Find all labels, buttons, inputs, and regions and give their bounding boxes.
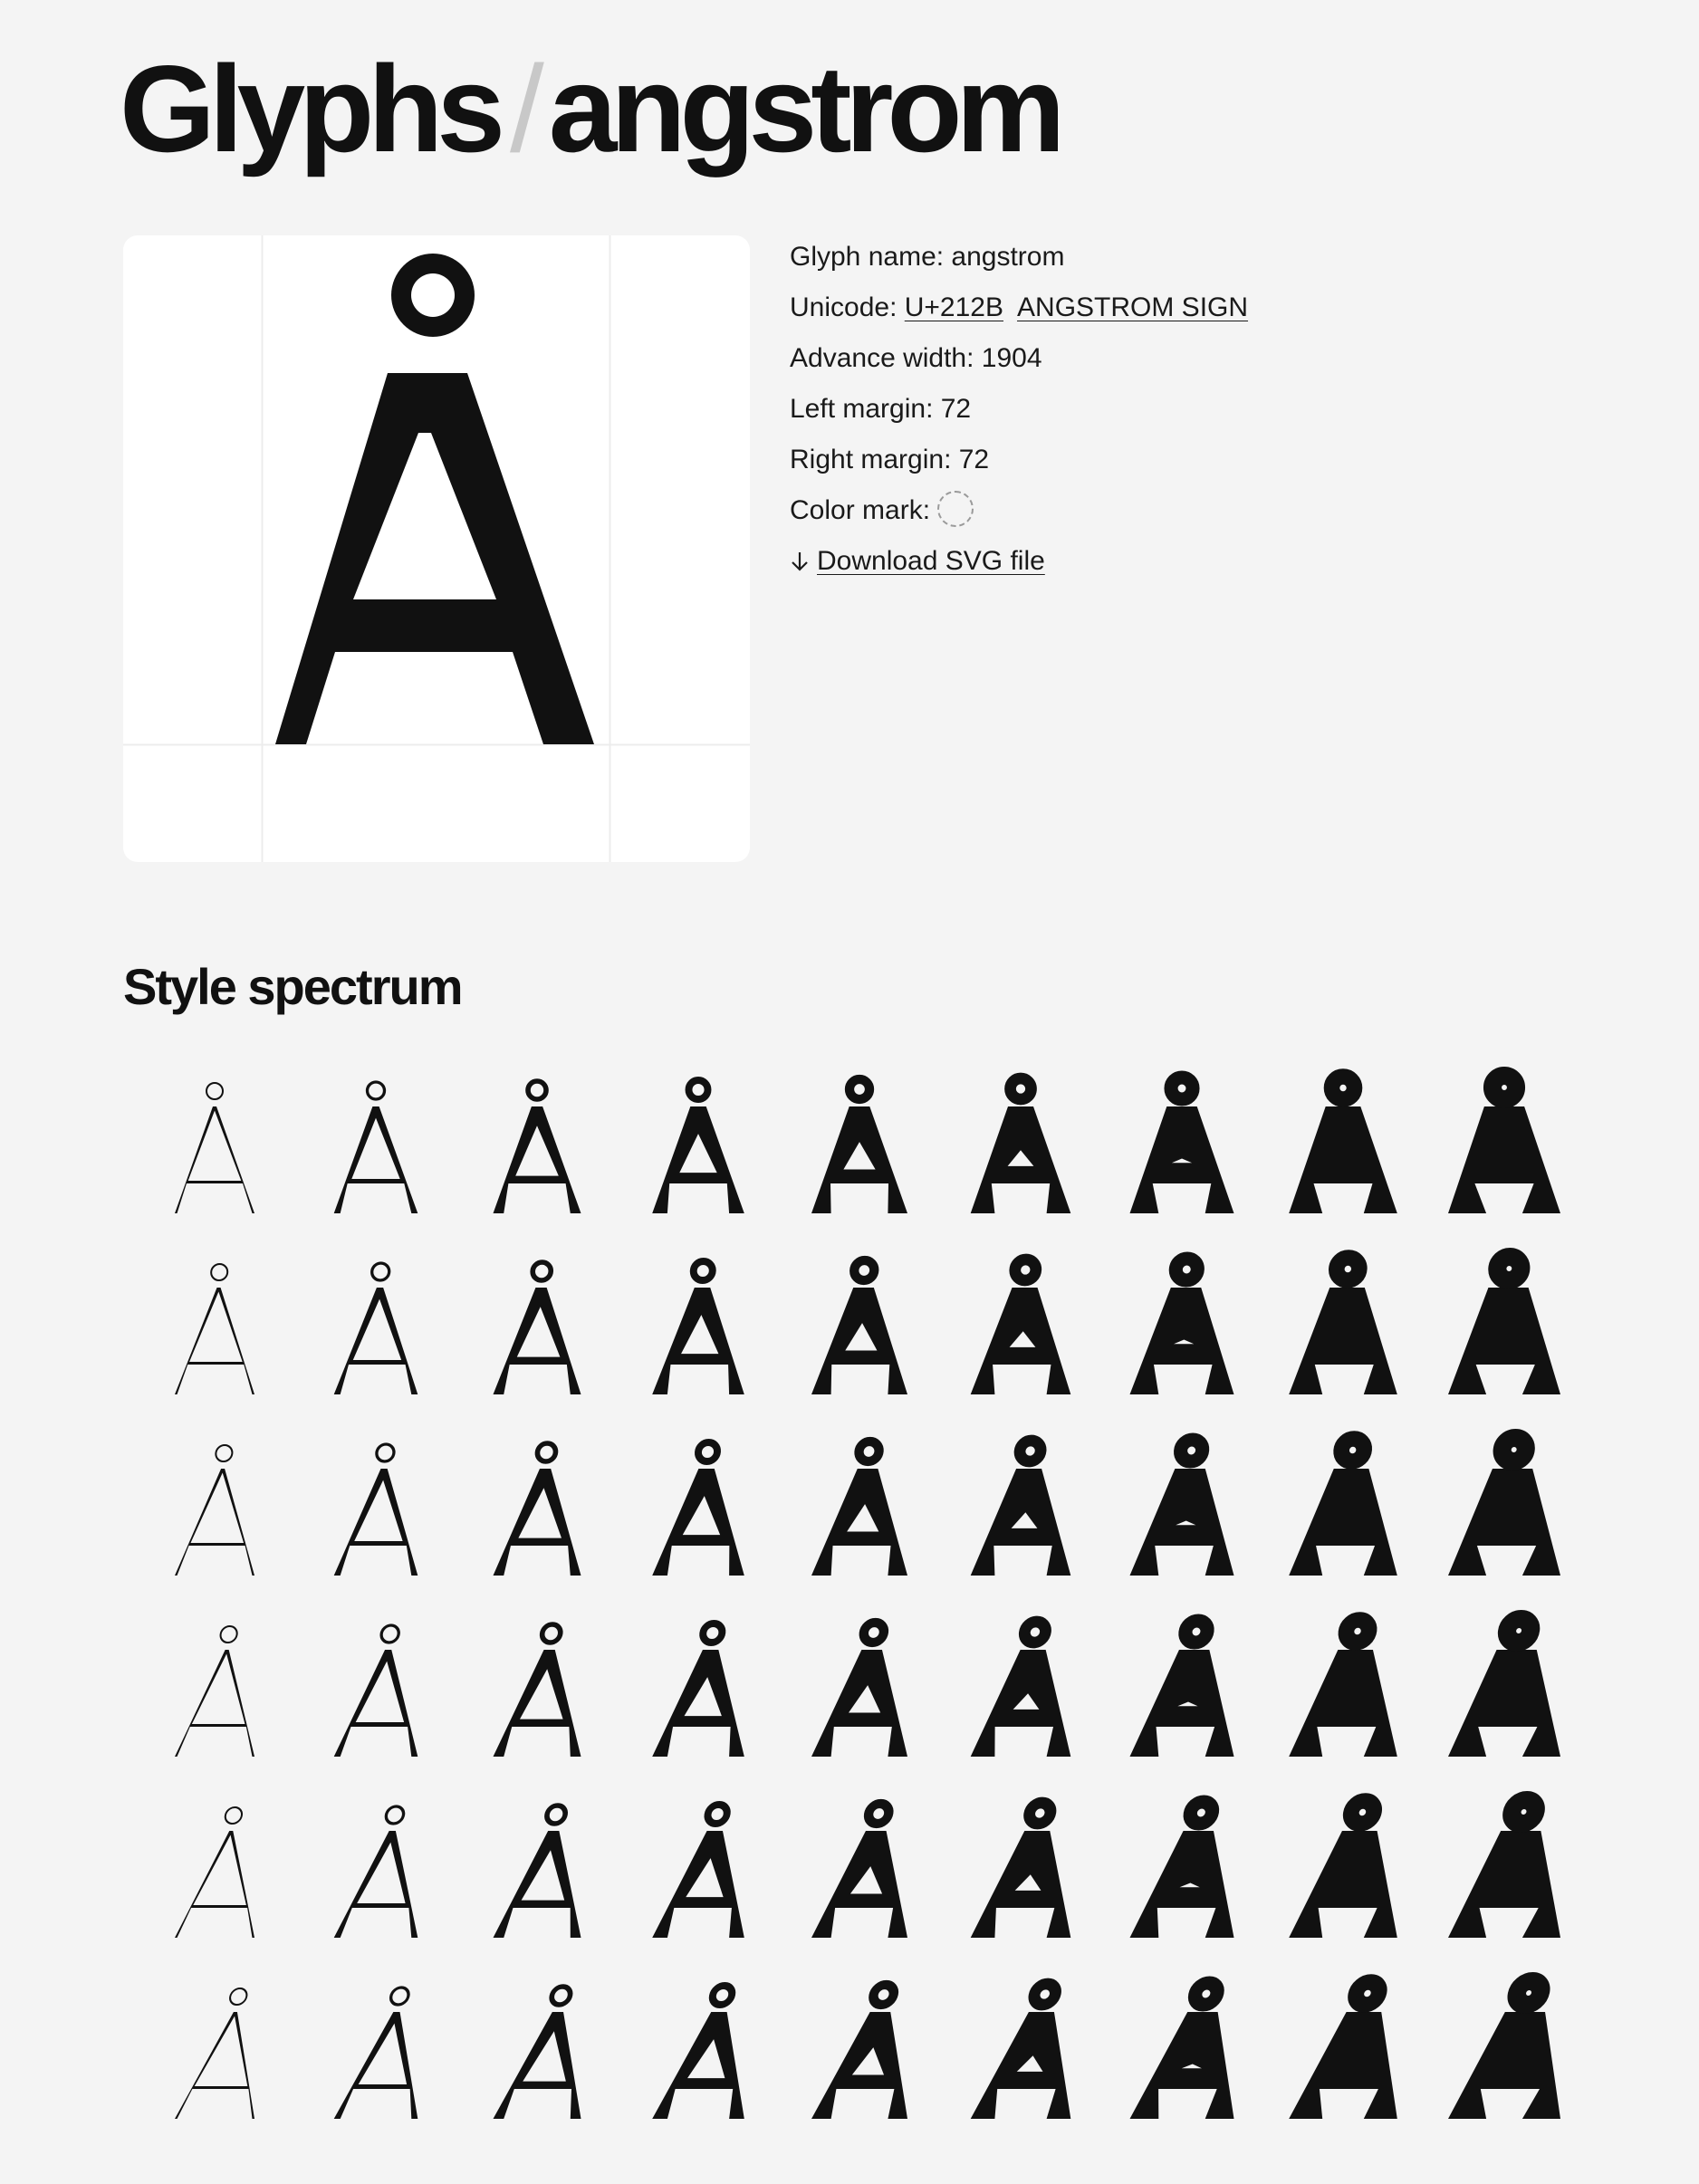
spectrum-glyph xyxy=(134,1782,295,1963)
glyph-a-ring-icon xyxy=(295,1239,456,1420)
spectrum-glyph xyxy=(779,1601,940,1782)
glyph-ring xyxy=(1502,1438,1527,1461)
glyph-ring xyxy=(1506,1619,1532,1643)
glyph-a-ring-icon xyxy=(779,1782,940,1963)
glyph-a-ring-icon xyxy=(295,1963,456,2144)
glyph-a-body xyxy=(1448,1288,1565,1394)
glyph-a-body xyxy=(971,1831,1088,1938)
glyph-ring xyxy=(1185,1621,1209,1643)
spectrum-glyph xyxy=(940,1239,1101,1420)
advance-width-label: Advance width: xyxy=(790,343,982,373)
glyph-a-ring-icon xyxy=(940,1420,1101,1601)
glyph-a-body xyxy=(1130,2012,1255,2119)
spectrum-glyph xyxy=(1424,1420,1585,1601)
glyph-a-body xyxy=(494,2012,602,2119)
glyph-a-ring-icon xyxy=(456,1420,618,1601)
glyph-ring xyxy=(376,1444,394,1461)
glyph-a-ring-icon xyxy=(940,1058,1101,1239)
glyph-a-ring-icon xyxy=(1262,1058,1424,1239)
glyph-preview-card xyxy=(123,235,750,862)
glyph-ring xyxy=(389,1988,410,2005)
spectrum-glyph xyxy=(618,1239,779,1420)
right-margin-row xyxy=(790,435,1248,485)
glyph-a-body xyxy=(494,1831,598,1938)
arrow-down-icon xyxy=(790,551,810,572)
spectrum-glyph xyxy=(1262,1782,1424,1963)
spectrum-glyph xyxy=(940,1963,1101,2144)
glyph-a-ring-icon xyxy=(134,1239,295,1420)
spectrum-glyph xyxy=(1262,1601,1424,1782)
glyph-ring xyxy=(863,1623,886,1643)
breadcrumb-separator: / xyxy=(510,40,538,177)
spectrum-glyph xyxy=(779,1420,940,1601)
glyph-a-body xyxy=(494,1106,581,1213)
glyph-a-body xyxy=(811,2012,928,2119)
glyph-ring xyxy=(711,1986,734,2005)
glyph-a-ring-icon xyxy=(779,1058,940,1239)
glyph-a-body xyxy=(1130,1288,1239,1394)
spectrum-glyph xyxy=(456,1420,618,1601)
spectrum-glyph xyxy=(940,1601,1101,1782)
spectrum-glyph xyxy=(1424,1963,1585,2144)
spectrum-glyph xyxy=(1101,1420,1262,1601)
glyph-a-body xyxy=(1289,1831,1414,1938)
glyph-a-body xyxy=(1130,1831,1251,1938)
glyph-a-ring-icon xyxy=(1101,1782,1262,1963)
glyph-ring xyxy=(702,1624,723,1643)
glyph-ring xyxy=(1336,1258,1359,1280)
glyph-name-value: angstrom xyxy=(951,242,1065,272)
glyph-a-ring-icon xyxy=(1262,1782,1424,1963)
glyph-a-ring-icon xyxy=(1262,1239,1424,1420)
glyph-ring xyxy=(1189,1802,1214,1824)
style-spectrum-title: Style spectrum xyxy=(123,958,462,1015)
glyph-ring xyxy=(1019,1441,1041,1461)
spectrum-glyph xyxy=(1424,1601,1585,1782)
spectrum-glyph xyxy=(134,1963,295,2144)
spectrum-glyph xyxy=(1424,1239,1585,1420)
color-mark-swatch[interactable] xyxy=(937,491,974,527)
glyph-ring xyxy=(1354,1982,1381,2005)
glyph-ring xyxy=(1345,1620,1370,1643)
glyph-a-body xyxy=(175,1288,259,1394)
glyph-a-body xyxy=(652,1288,748,1394)
glyph-ring xyxy=(371,1263,389,1280)
style-spectrum-grid xyxy=(134,1058,1574,2135)
glyph-ring xyxy=(537,1443,557,1461)
glyph-ring xyxy=(1014,1260,1036,1280)
spectrum-glyph xyxy=(295,1963,456,2144)
glyph-ring xyxy=(1176,1259,1198,1280)
glyph-a-body xyxy=(971,1469,1080,1576)
glyph-ring xyxy=(693,1261,713,1280)
glyph-a-body xyxy=(1289,1106,1397,1213)
glyph-ring-counter xyxy=(411,273,455,317)
glyph-a-ring-icon xyxy=(779,1963,940,2144)
glyph-a-ring-icon xyxy=(134,1601,295,1782)
glyph-a-body xyxy=(1448,1650,1573,1757)
glyph-ring xyxy=(225,1807,244,1824)
glyph-a-ring-icon xyxy=(134,1420,295,1601)
glyph-a-ring-icon xyxy=(1262,1963,1424,2144)
spectrum-glyph xyxy=(456,1601,618,1782)
spectrum-glyph xyxy=(295,1782,456,1963)
glyph-ring xyxy=(854,1260,875,1280)
glyph-ring xyxy=(1180,1440,1204,1461)
glyph-a-body xyxy=(811,1106,907,1213)
glyph-a-ring-icon xyxy=(779,1601,940,1782)
glyph-ring xyxy=(542,1624,562,1643)
color-mark-label: Color mark: xyxy=(790,495,931,525)
glyph-a-body xyxy=(1289,2012,1418,2119)
unicode-name-link[interactable]: ANGSTROM SIGN xyxy=(1017,292,1249,322)
glyph-a-body xyxy=(1130,1106,1234,1213)
glyph-a-ring-icon xyxy=(456,1963,618,2144)
spectrum-glyph xyxy=(940,1058,1101,1239)
glyph-a-body xyxy=(971,1650,1083,1757)
glyph-a-ring-icon xyxy=(295,1782,456,1963)
glyph-ring xyxy=(1023,1622,1047,1643)
glyph-name-label: Glyph name: xyxy=(790,242,952,272)
glyph-a-body xyxy=(494,1288,586,1394)
glyph-a-ring-icon xyxy=(295,1601,456,1782)
glyph-a-body xyxy=(334,1288,422,1394)
spectrum-glyph xyxy=(618,1420,779,1601)
advance-width-value: 1904 xyxy=(981,343,1042,373)
spectrum-glyph xyxy=(1424,1782,1585,1963)
glyph-ring xyxy=(550,1987,571,2005)
glyph-name-row xyxy=(790,232,1248,283)
spectrum-glyph xyxy=(134,1420,295,1601)
spectrum-glyph xyxy=(618,1782,779,1963)
glyph-ring xyxy=(385,1806,405,1824)
color-mark-row xyxy=(790,485,1248,536)
glyph-a-body xyxy=(971,1288,1075,1394)
glyph-a-body xyxy=(334,1106,418,1213)
glyph-a-ring-icon xyxy=(1101,1963,1262,2144)
glyph-a-ring-icon xyxy=(456,1239,618,1420)
glyph-a-body xyxy=(971,1106,1071,1213)
glyph-a-body xyxy=(811,1831,924,1938)
glyph-ring xyxy=(228,1988,247,2005)
glyph-ring xyxy=(211,1264,228,1280)
unicode-row xyxy=(790,283,1248,333)
glyph-ring xyxy=(868,1804,890,1824)
glyph-a-ring-icon xyxy=(1424,1782,1585,1963)
glyph-a-body xyxy=(334,1469,427,1576)
left-margin-value: 72 xyxy=(940,394,972,424)
download-row xyxy=(790,536,1248,587)
glyph-ring xyxy=(1514,1981,1542,2005)
glyph-a-body xyxy=(175,1650,267,1757)
left-margin-label: Left margin: xyxy=(790,394,941,424)
glyph-a-body xyxy=(1289,1469,1406,1576)
unicode-label: Unicode: xyxy=(790,292,905,322)
spectrum-glyph xyxy=(1101,1058,1262,1239)
glyph-a-body xyxy=(175,1106,254,1213)
glyph-ring xyxy=(1032,1984,1057,2005)
glyph-a-ring-icon xyxy=(779,1239,940,1420)
spectrum-glyph xyxy=(295,1058,456,1239)
breadcrumb-glyphs-link[interactable]: Glyphs xyxy=(120,40,499,177)
glyph-a-ring-icon xyxy=(1424,1420,1585,1601)
glyph-a-body xyxy=(652,1106,744,1213)
glyph-a-ring-icon xyxy=(456,1058,618,1239)
glyph-ring xyxy=(206,1083,223,1099)
spectrum-glyph xyxy=(456,1782,618,1963)
glyph-ring xyxy=(871,1985,895,2005)
glyph-ring xyxy=(1011,1078,1032,1099)
spectrum-glyph xyxy=(134,1601,295,1782)
glyph-a-ring-icon xyxy=(134,1058,295,1239)
spectrum-glyph xyxy=(456,1058,618,1239)
glyph-a-body xyxy=(1448,1469,1569,1576)
glyph-a-ring-icon xyxy=(1262,1420,1424,1601)
glyph-a-body xyxy=(1448,1831,1577,1938)
left-margin-row xyxy=(790,384,1248,435)
glyph-a-body xyxy=(971,2012,1092,2119)
glyph-a-ring-icon xyxy=(940,1963,1101,2144)
glyph-a-body xyxy=(175,1469,263,1576)
glyph-a-ring-icon xyxy=(1424,1601,1585,1782)
glyph-a-ring-icon xyxy=(456,1601,618,1782)
glyph-a-body xyxy=(175,2012,275,2119)
glyph-ring xyxy=(1340,1439,1365,1461)
spectrum-glyph xyxy=(1262,1963,1424,2144)
glyph-a-body xyxy=(1130,1650,1247,1757)
spectrum-glyph xyxy=(456,1963,618,2144)
glyph-a-body xyxy=(1448,1106,1560,1213)
glyph-a-body xyxy=(1289,1288,1401,1394)
spectrum-glyph xyxy=(1101,1239,1262,1420)
glyph-a-body xyxy=(811,1650,920,1757)
glyph-a-ring-icon xyxy=(1262,1601,1424,1782)
advance-width-row xyxy=(790,333,1248,384)
glyph-a-ring-icon xyxy=(618,1058,779,1239)
glyph-a-body xyxy=(811,1288,912,1394)
glyph-a-ring-icon xyxy=(295,1420,456,1601)
glyph-ring xyxy=(1028,1803,1052,1824)
spectrum-glyph xyxy=(456,1239,618,1420)
glyph-a-ring-icon xyxy=(618,1420,779,1601)
spectrum-glyph xyxy=(940,1782,1101,1963)
glyph-a-ring-icon xyxy=(1424,1239,1585,1420)
glyph-a-ring-icon xyxy=(618,1601,779,1782)
spectrum-glyph xyxy=(295,1239,456,1420)
spectrum-glyph xyxy=(618,1963,779,2144)
unicode-code-link[interactable]: U+212B xyxy=(904,292,1003,322)
spectrum-glyph xyxy=(295,1420,456,1601)
glyph-ring xyxy=(216,1445,233,1461)
glyph-a-body xyxy=(494,1469,590,1576)
glyph-ring xyxy=(1511,1800,1538,1824)
download-svg-label: Download SVG file xyxy=(817,546,1045,576)
right-margin-label: Right margin: xyxy=(790,445,959,474)
glyph-a-ring-icon xyxy=(1424,1963,1585,2144)
glyph-a-ring-icon xyxy=(134,1782,295,1963)
spectrum-glyph xyxy=(779,1963,940,2144)
glyph-ring xyxy=(533,1262,552,1280)
glyph-a-body xyxy=(334,2012,439,2119)
spectrum-glyph xyxy=(779,1239,940,1420)
glyph-a-ring-preview-icon xyxy=(123,235,750,862)
breadcrumb-current-glyph: angstrom xyxy=(548,40,1060,177)
glyph-ring xyxy=(859,1442,880,1461)
glyph-ring xyxy=(528,1081,546,1099)
glyph-a-ring-icon xyxy=(295,1058,456,1239)
spectrum-glyph xyxy=(134,1058,295,1239)
spectrum-glyph xyxy=(618,1601,779,1782)
glyph-ring xyxy=(1349,1801,1376,1824)
glyph-a-body xyxy=(652,1469,753,1576)
glyph-a-body xyxy=(1448,2012,1581,2119)
glyph-ring xyxy=(706,1805,728,1824)
glyph-a-ring-icon xyxy=(1101,1420,1262,1601)
glyph-a-ring-icon xyxy=(1424,1058,1585,1239)
glyph-a-body xyxy=(494,1650,594,1757)
glyph-ring xyxy=(850,1079,869,1099)
glyph-a-ring-icon xyxy=(779,1420,940,1601)
spectrum-glyph xyxy=(134,1239,295,1420)
glyph-a-ring-icon xyxy=(940,1782,1101,1963)
glyph-a-body xyxy=(652,1831,761,1938)
glyph-ring xyxy=(697,1442,718,1461)
glyph-ring xyxy=(380,1625,399,1643)
glyph-a-ring-icon xyxy=(1101,1058,1262,1239)
glyph-ring xyxy=(546,1806,567,1824)
glyph-info-panel xyxy=(790,232,1248,587)
glyph-ring xyxy=(1171,1078,1193,1099)
glyph-ring xyxy=(1332,1077,1355,1099)
glyph-a-body xyxy=(652,2012,765,2119)
spectrum-glyph xyxy=(295,1601,456,1782)
glyph-a-ring-icon xyxy=(940,1239,1101,1420)
glyph-a-body xyxy=(811,1469,916,1576)
glyph-a-body xyxy=(1130,1469,1243,1576)
page-title xyxy=(120,40,1060,177)
glyph-a-body xyxy=(1289,1650,1409,1757)
glyph-a-body xyxy=(334,1831,435,1938)
glyph-ring xyxy=(368,1082,385,1099)
glyph-a-ring-icon xyxy=(1101,1239,1262,1420)
spectrum-glyph xyxy=(1101,1782,1262,1963)
glyph-a-ring-icon xyxy=(618,1239,779,1420)
download-svg-link[interactable] xyxy=(790,536,1045,587)
glyph-a-body xyxy=(652,1650,756,1757)
glyph-a-ring-icon xyxy=(618,1963,779,2144)
spectrum-glyph xyxy=(1101,1601,1262,1782)
glyph-a-ring-icon xyxy=(1101,1601,1262,1782)
glyph-ring xyxy=(1493,1076,1516,1099)
spectrum-glyph xyxy=(1262,1058,1424,1239)
glyph-a-outline xyxy=(275,373,594,744)
glyph-ring xyxy=(1497,1257,1521,1280)
glyph-a-body xyxy=(175,1831,271,1938)
glyph-a-ring-icon xyxy=(940,1601,1101,1782)
glyph-a-ring-icon xyxy=(134,1963,295,2144)
glyph-a-body xyxy=(334,1650,430,1757)
glyph-ring xyxy=(689,1080,708,1099)
glyph-a-ring-icon xyxy=(618,1782,779,1963)
spectrum-glyph xyxy=(940,1420,1101,1601)
spectrum-glyph xyxy=(1262,1420,1424,1601)
right-margin-value: 72 xyxy=(958,445,990,474)
spectrum-glyph xyxy=(1101,1963,1262,2144)
glyph-ring xyxy=(1193,1983,1219,2005)
spectrum-glyph xyxy=(1424,1058,1585,1239)
glyph-ring xyxy=(220,1626,238,1643)
glyph-a-ring-icon xyxy=(456,1782,618,1963)
spectrum-glyph xyxy=(618,1058,779,1239)
spectrum-glyph xyxy=(779,1782,940,1963)
spectrum-glyph xyxy=(779,1058,940,1239)
spectrum-glyph xyxy=(1262,1239,1424,1420)
